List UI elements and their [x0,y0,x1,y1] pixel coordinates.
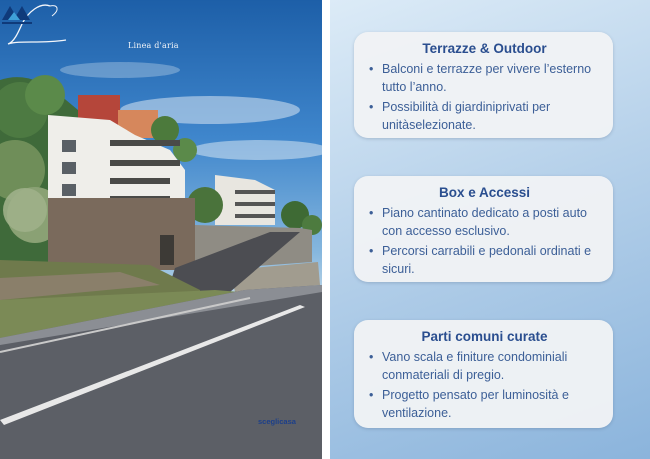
building-illustration [0,0,322,459]
building-photo [0,0,322,459]
card-list [368,60,601,134]
card-box-accessi [354,176,613,282]
card-terrazze-outdoor [354,32,613,138]
card-list [368,348,601,422]
card-parti-comuni [354,320,613,428]
list-item: • Percorsi carrabili e pedonali ordinati e sicuri. [368,242,601,278]
brand-name: sceglicasa [258,417,296,426]
list-item: • Balconi e terrazze per vivere l’esterno tutto l’anno. [368,60,601,96]
list-item: • Vano scala e finiture condominiali conmateriali di pregio. [368,348,601,384]
list-item: • Piano cantinato dedicato a posti auto con accesso esclusivo. [368,204,601,240]
list-item: • Progetto pensato per luminosità e ventilazione. [368,386,601,422]
card-list [368,204,601,278]
card-title: Box e Accessi [438,185,531,200]
sceglicasa-logo [0,0,96,28]
logo-text: Linea d'aria [128,41,179,50]
card-title: Parti comuni curate [421,329,548,344]
card-title: Terrazze & Outdoor [422,41,547,56]
list-item: • Possibilità di giardiniprivati per unitàselezionate. [368,98,601,134]
panel-divider [322,0,330,459]
